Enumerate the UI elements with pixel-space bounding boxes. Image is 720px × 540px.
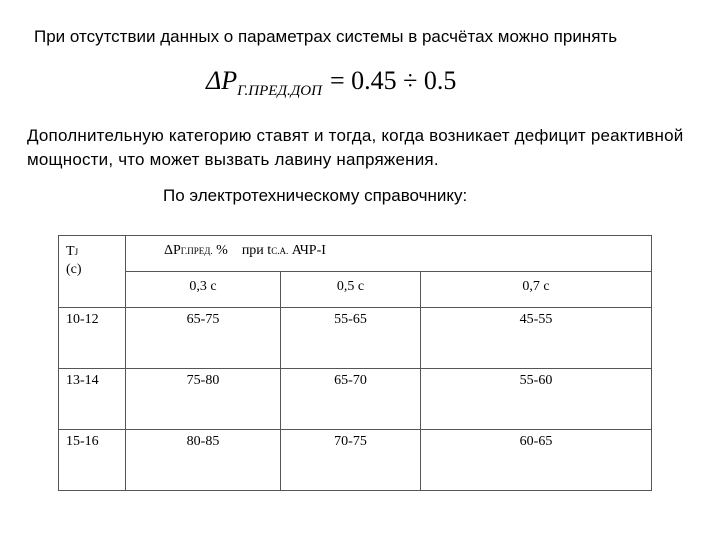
intro-text: При отсутствии данных о параметрах системы в расчётах можно принять [34, 27, 618, 46]
table-cell: 55-65 [281, 308, 421, 369]
table-cell: 13-14 [59, 369, 126, 430]
header-tj [59, 236, 126, 308]
table-row [59, 430, 652, 491]
reference-table [58, 235, 652, 491]
table-row [59, 369, 652, 430]
table-cell: 70-75 [281, 430, 421, 491]
subheader-cell: 0,3 с [126, 272, 281, 308]
table-cell: 75-80 [126, 369, 281, 430]
header-tj-unit: (с) [66, 262, 82, 277]
header-main-prefix: ΔP [164, 243, 181, 258]
paragraph-text: Дополнительную категорию ставят и тогда, когда возникает дефицит реактивной мощности, что может вызвать лавину напряжения. [27, 126, 684, 169]
formula-subscript: Г.ПРЕД.ДОП [237, 83, 322, 99]
subheader-cell: 0,5 с [281, 272, 421, 308]
header-main-pct: % [216, 243, 228, 258]
table-cell: 65-70 [281, 369, 421, 430]
formula-rhs: = 0.45 ÷ 0.5 [329, 66, 457, 95]
formula-symbol: ΔP [206, 66, 238, 95]
header-tj-sub: J [74, 247, 79, 257]
table-cell: 80-85 [126, 430, 281, 491]
table-cell: 45-55 [421, 308, 652, 369]
table-cell: 60-65 [421, 430, 652, 491]
header-tj-label: T [66, 244, 75, 259]
table-cell: 10-12 [59, 308, 126, 369]
header-main [126, 236, 652, 272]
table-subheader-row [59, 272, 652, 308]
table-cell: 15-16 [59, 430, 126, 491]
table-row [59, 308, 652, 369]
header-main-mid: при t [241, 243, 272, 258]
table-header-row [59, 236, 652, 272]
header-main-sub: Г.ПРЕД. [180, 246, 213, 256]
table-caption: По электротехническому справочнику: [163, 186, 468, 205]
table-cell: 55-60 [421, 369, 652, 430]
formula [206, 66, 457, 99]
header-main-mid-sub: С.А. [271, 246, 289, 256]
table-cell: 65-75 [126, 308, 281, 369]
subheader-cell: 0,7 с [421, 272, 652, 308]
header-main-suffix: АЧР-I [291, 243, 326, 258]
